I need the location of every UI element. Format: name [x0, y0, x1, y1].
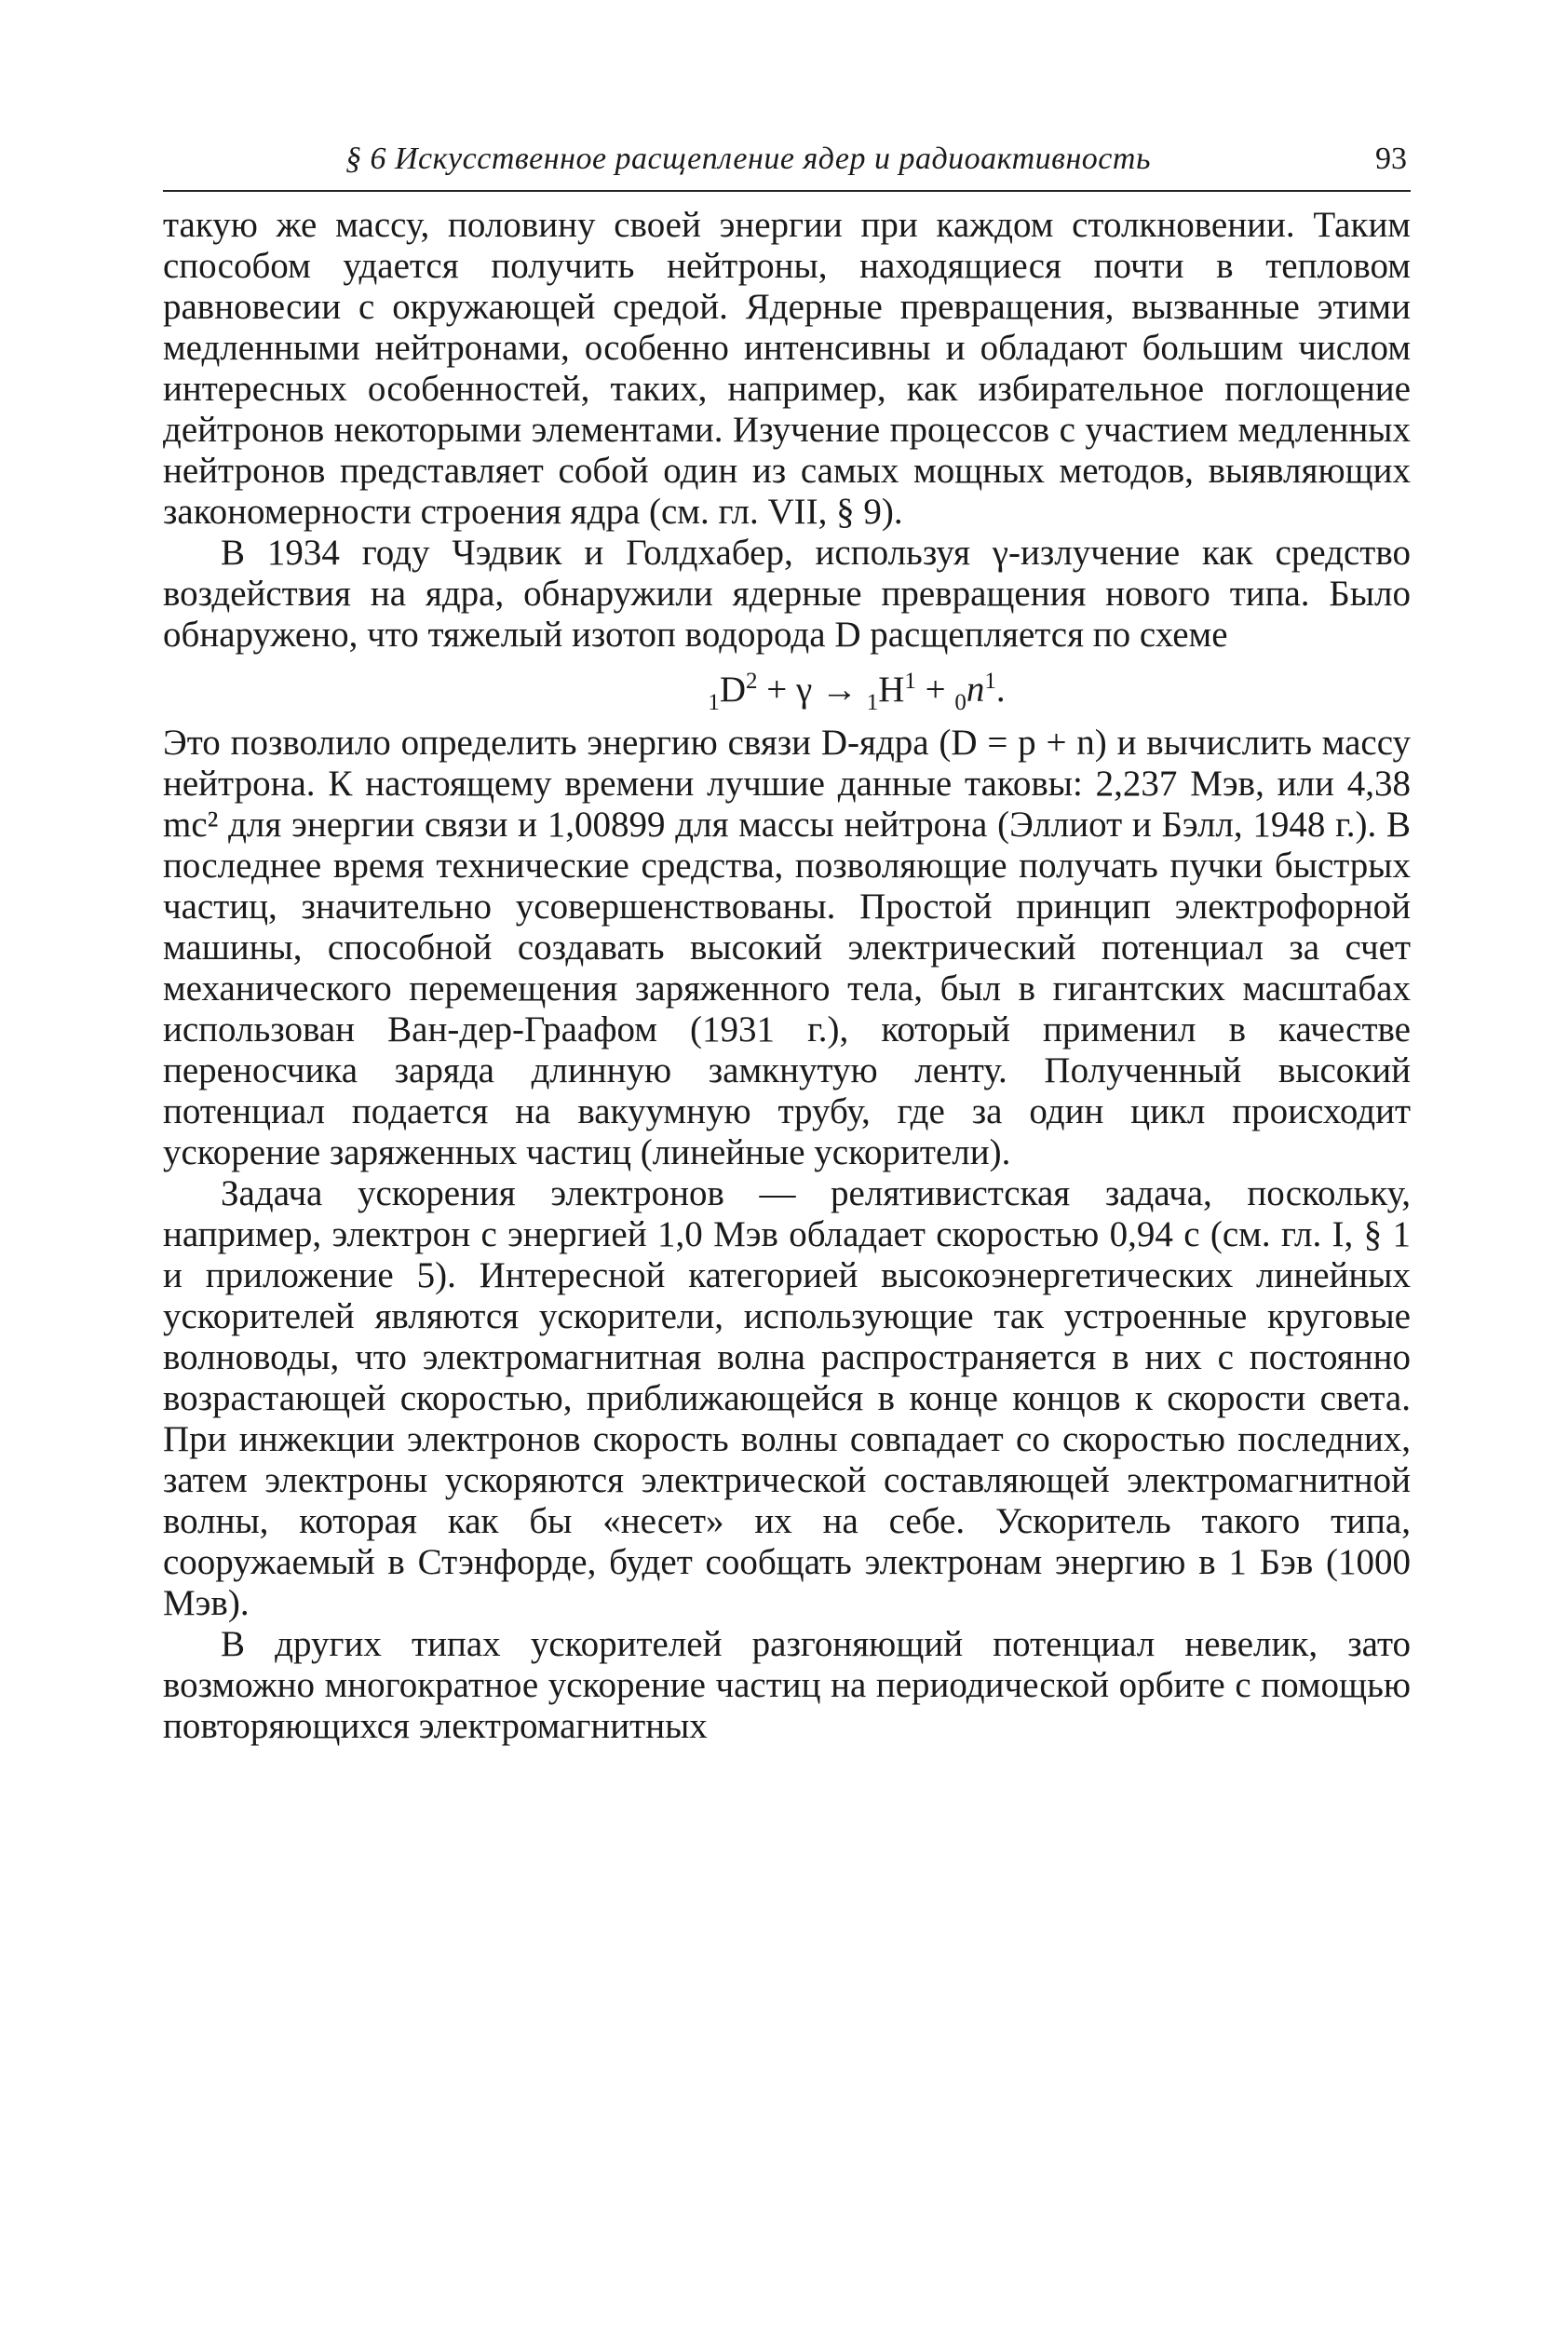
- eq-plus-sign-2: +: [925, 670, 946, 710]
- nuclear-reaction-equation: [163, 667, 1411, 713]
- eq-plus-sign: +: [766, 670, 788, 710]
- eq-period: .: [995, 670, 1006, 710]
- eq-arrow: →: [820, 670, 858, 710]
- eq-hydrogen-mass: 1: [904, 669, 916, 694]
- paragraph-3: Это позволило определить энергию связи D-ядра (D = p + n) и вычислить массу нейтрона. К настоящему времени лучшие данные таковы: 2,237 Мэв, или 4,38 mc² для энергии связи и 1,00899 для массы нейтрона (Эллиот и Бэлл, 1948 г.). В последнее время технические средства, позволяющие получать пучки быстрых частиц, значительно усовершенствованы. Простой принцип электрофорной машины, способной создавать высокий электрический потенциал за счет механического перемещения заряженного тела, был в гигантских масштабах использован Ван-дер-Граафом (1931 г.), который применил в качестве переносчика заряда длинную замкнутую ленту. Полученный высокий потенциал подается на вакуумную трубу, где за один цикл происходит ускорение заряженных частиц (линейные ускорители).: [163, 723, 1411, 1172]
- eq-hydrogen-symbol: H: [878, 670, 905, 710]
- paragraph-2: В 1934 году Чэдвик и Голдхабер, используя γ-излучение как средство воздействия на ядра, обнаружили ядерные превращения нового типа. Было обнаружено, что тяжелый изотоп водорода D расщепляется по схеме: [163, 533, 1411, 655]
- running-header: [163, 140, 1411, 192]
- paragraph-4: Задача ускорения электронов — релятивистская задача, поскольку, например, электрон с энергией 1,0 Мэв обладает скоростью 0,94 c (см. гл. I, § 1 и приложение 5). Интересной категорией высокоэнергетических линейных ускорителей являются ускорители, использующие так устроенные круговые волноводы, что электромагнитная волна распространяется в них с постоянно возрастающей скоростью, приближающейся в конце концов к скорости света. При инжекции электронов скорость волны совпадает со скоростью последних, затем электроны ускоряются электрической составляющей электромагнитной волны, которая как бы «несет» их на себе. Ускоритель такого типа, сооружаемый в Стэнфорде, будет сообщать электронам энергию в 1 Бэв (1000 Мэв).: [163, 1173, 1411, 1623]
- eq-hydrogen-charge: 1: [866, 689, 879, 715]
- body-text: [163, 205, 1411, 1747]
- book-page: [163, 140, 1411, 1747]
- paragraph-1: такую же массу, половину своей энергии при каждом столкновении. Таким способом удается получить нейтроны, находящиеся почти в тепловом равновесии с окружающей средой. Ядерные превращения, вызванные этими медленными нейтронами, особенно интенсивны и обладают большим числом интересных особенностей, таких, например, как избирательное поглощение дейтронов некоторыми элементами. Изучение процессов с участием медленных нейтронов представляет собой один из самых мощных методов, выявляющих закономерности строения ядра (см. гл. VII, § 9).: [163, 205, 1411, 532]
- paragraph-5: В других типах ускорителей разгоняющий потенциал невелик, зато возможно многократное ускорение частиц на периодической орбите с помощью повторяющихся электромагнитных: [163, 1624, 1411, 1746]
- eq-deuteron-mass: 2: [746, 669, 758, 694]
- eq-neutron-symbol: n: [966, 670, 985, 710]
- eq-deuteron-symbol: D: [719, 670, 746, 710]
- eq-gamma-symbol: γ: [796, 670, 813, 710]
- page-number: 93: [1375, 142, 1407, 176]
- running-header-title: § 6 Искусственное расщепление ядер и радиоактивность: [345, 142, 1151, 176]
- eq-neutron-mass: 1: [984, 669, 996, 694]
- eq-deuteron-charge: 1: [708, 689, 720, 715]
- eq-neutron-charge: 0: [954, 689, 966, 715]
